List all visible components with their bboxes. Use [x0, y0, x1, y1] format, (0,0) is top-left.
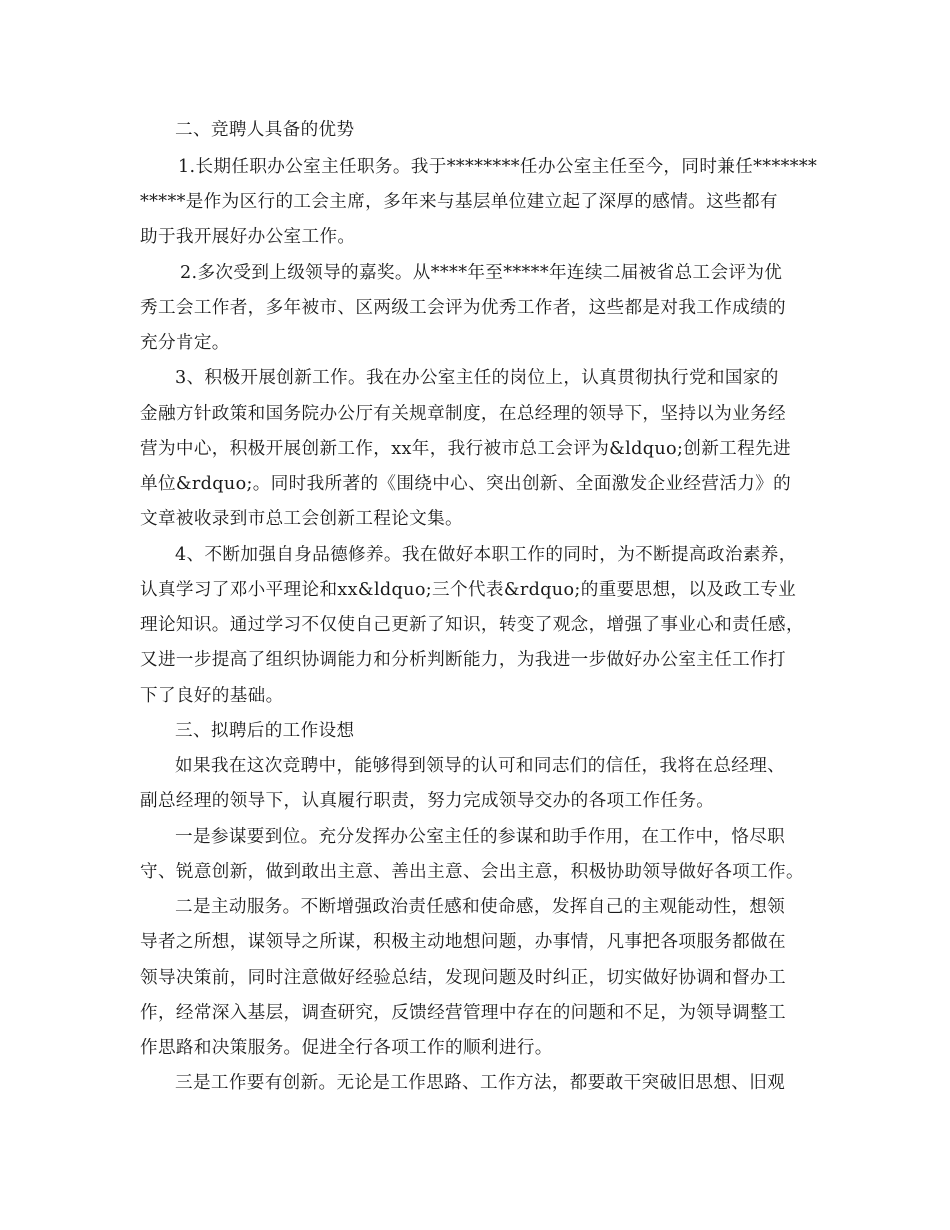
paragraph-line: 充分肯定。	[140, 333, 230, 353]
paragraph-line: *****是作为区行的工会主席，多年来与基层单位建立起了深厚的感情。这些都有	[140, 192, 778, 212]
section-heading: 三、拟聘后的工作设想	[175, 721, 355, 741]
paragraph-line: 1.长期任职办公室主任职务。我于********任办公室主任至今，同时兼任*******	[178, 157, 818, 177]
paragraph-line: 二是主动服务。不断增强政治责任感和使命感，发挥自己的主观能动性，想领	[175, 897, 786, 917]
paragraph-line: 认真学习了邓小平理论和xx&ldquo;三个代表&rdquo;的重要思想，以及政工专业	[140, 580, 797, 600]
paragraph-line: 助于我开展好办公室工作。	[140, 227, 356, 247]
paragraph-line: 4、不断加强自身品德修养。我在做好本职工作的同时，为不断提高政治素养，	[175, 545, 797, 565]
paragraph-line: 领导决策前，同时注意做好经验总结，发现问题及时纠正，切实做好协调和督办工	[140, 968, 786, 988]
paragraph-line: 金融方针政策和国务院办公厅有关规章制度，在总经理的领导下，坚持以为业务经	[140, 404, 786, 424]
paragraph-line: 理论知识。通过学习不仅使自己更新了知识，转变了观念，增强了事业心和责任感，	[140, 615, 804, 635]
section-heading: 二、竞聘人具备的优势	[175, 120, 355, 140]
paragraph-line: 副总经理的领导下，认真履行职责，努力完成领导交办的各项工作任务。	[140, 791, 715, 811]
paragraph-line: 文章被收录到市总工会创新工程论文集。	[140, 509, 463, 529]
paragraph-line: 作思路和决策服务。促进全行各项工作的顺利进行。	[140, 1038, 553, 1058]
paragraph-line: 营为中心，积极开展创新工作，xx年，我行被市总工会评为&ldquo;创新工程先进	[140, 439, 791, 459]
paragraph-line: 下了良好的基础。	[140, 686, 284, 706]
paragraph-line: 3、积极开展创新工作。我在办公室主任的岗位上，认真贯彻执行党和国家的	[175, 368, 779, 388]
paragraph-line: 如果我在这次竞聘中，能够得到领导的认可和同志们的信任，我将在总经理、	[175, 756, 786, 776]
paragraph-line: 又进一步提高了组织协调能力和分析判断能力，为我进一步做好办公室主任工作打	[140, 650, 786, 670]
paragraph-line: 作，经常深入基层，调查研究，反馈经营管理中存在的问题和不足，为领导调整工	[140, 1003, 786, 1023]
paragraph-line: 一是参谋要到位。充分发挥办公室主任的参谋和助手作用，在工作中，恪尽职	[175, 827, 786, 847]
paragraph-line: 2.多次受到上级领导的嘉奖。从****年至*****年连续二届被省总工会评为优	[180, 263, 783, 283]
paragraph-line: 单位&rdquo;。同时我所著的《围绕中心、突出创新、全面激发企业经营活力》的	[140, 474, 792, 494]
paragraph-line: 导者之所想，谋领导之所谋，积极主动地想问题，办事情，凡事把各项服务都做在	[140, 932, 786, 952]
paragraph-line: 守、锐意创新，做到敢出主意、善出主意、会出主意，积极协助领导做好各项工作。	[140, 862, 804, 882]
paragraph-line: 三是工作要有创新。无论是工作思路、工作方法，都要敢干突破旧思想、旧观	[175, 1073, 786, 1093]
paragraph-line: 秀工会工作者，多年被市、区两级工会评为优秀工作者，这些都是对我工作成绩的	[140, 298, 786, 318]
